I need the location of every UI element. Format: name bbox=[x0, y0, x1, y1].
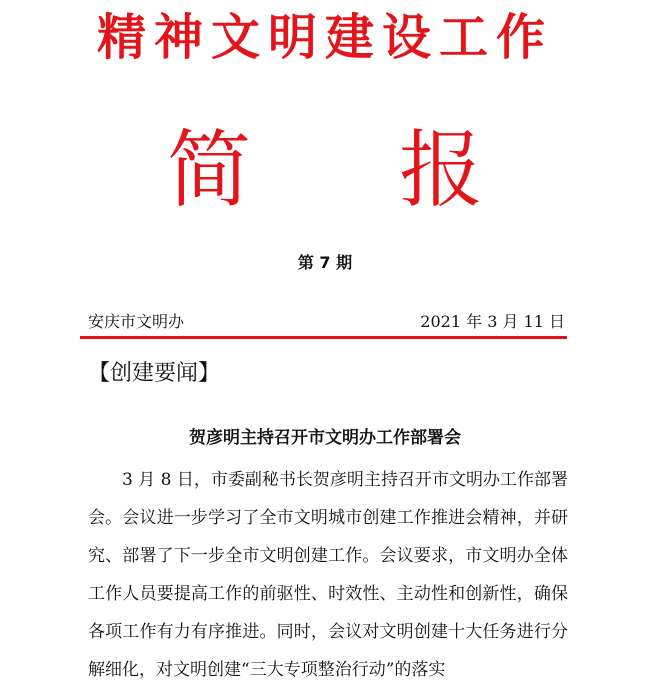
bulletin-char-2: 报 bbox=[399, 121, 484, 219]
issuer-name: 安庆市文明办 bbox=[88, 312, 185, 331]
bulletin-title bbox=[0, 115, 650, 225]
bulletin-char-1: 简 bbox=[166, 121, 251, 219]
section-heading: 【创建要闻】 bbox=[88, 361, 221, 386]
issue-number: 第 7 期 bbox=[297, 253, 353, 272]
issuer-date-row bbox=[88, 310, 565, 334]
article-paragraph: 3 月 8 日，市委副秘书长贺彦明主持召开市文明办工作部署会。会议进一步学习了全市文明城市创建工作推进会精神，并研究、部署了下一步全市文明创建工作。会议要求，市文明办全体工作人员要提高工作的前驱性、时效性、主动性和创新性，确保各项工作有力有序推进。同时，会议对文明创建十大任务进行分解细化，对文明创建“三大专项整治行动”的落实 bbox=[88, 470, 568, 680]
header-divider bbox=[80, 336, 567, 339]
article-body bbox=[88, 461, 568, 689]
issue-date: 2021 年 3 月 11 日 bbox=[420, 312, 565, 331]
masthead-title: 精神文明建设工作 bbox=[96, 8, 553, 66]
article-headline: 贺彦明主持召开市文明办工作部署会 bbox=[189, 428, 461, 448]
